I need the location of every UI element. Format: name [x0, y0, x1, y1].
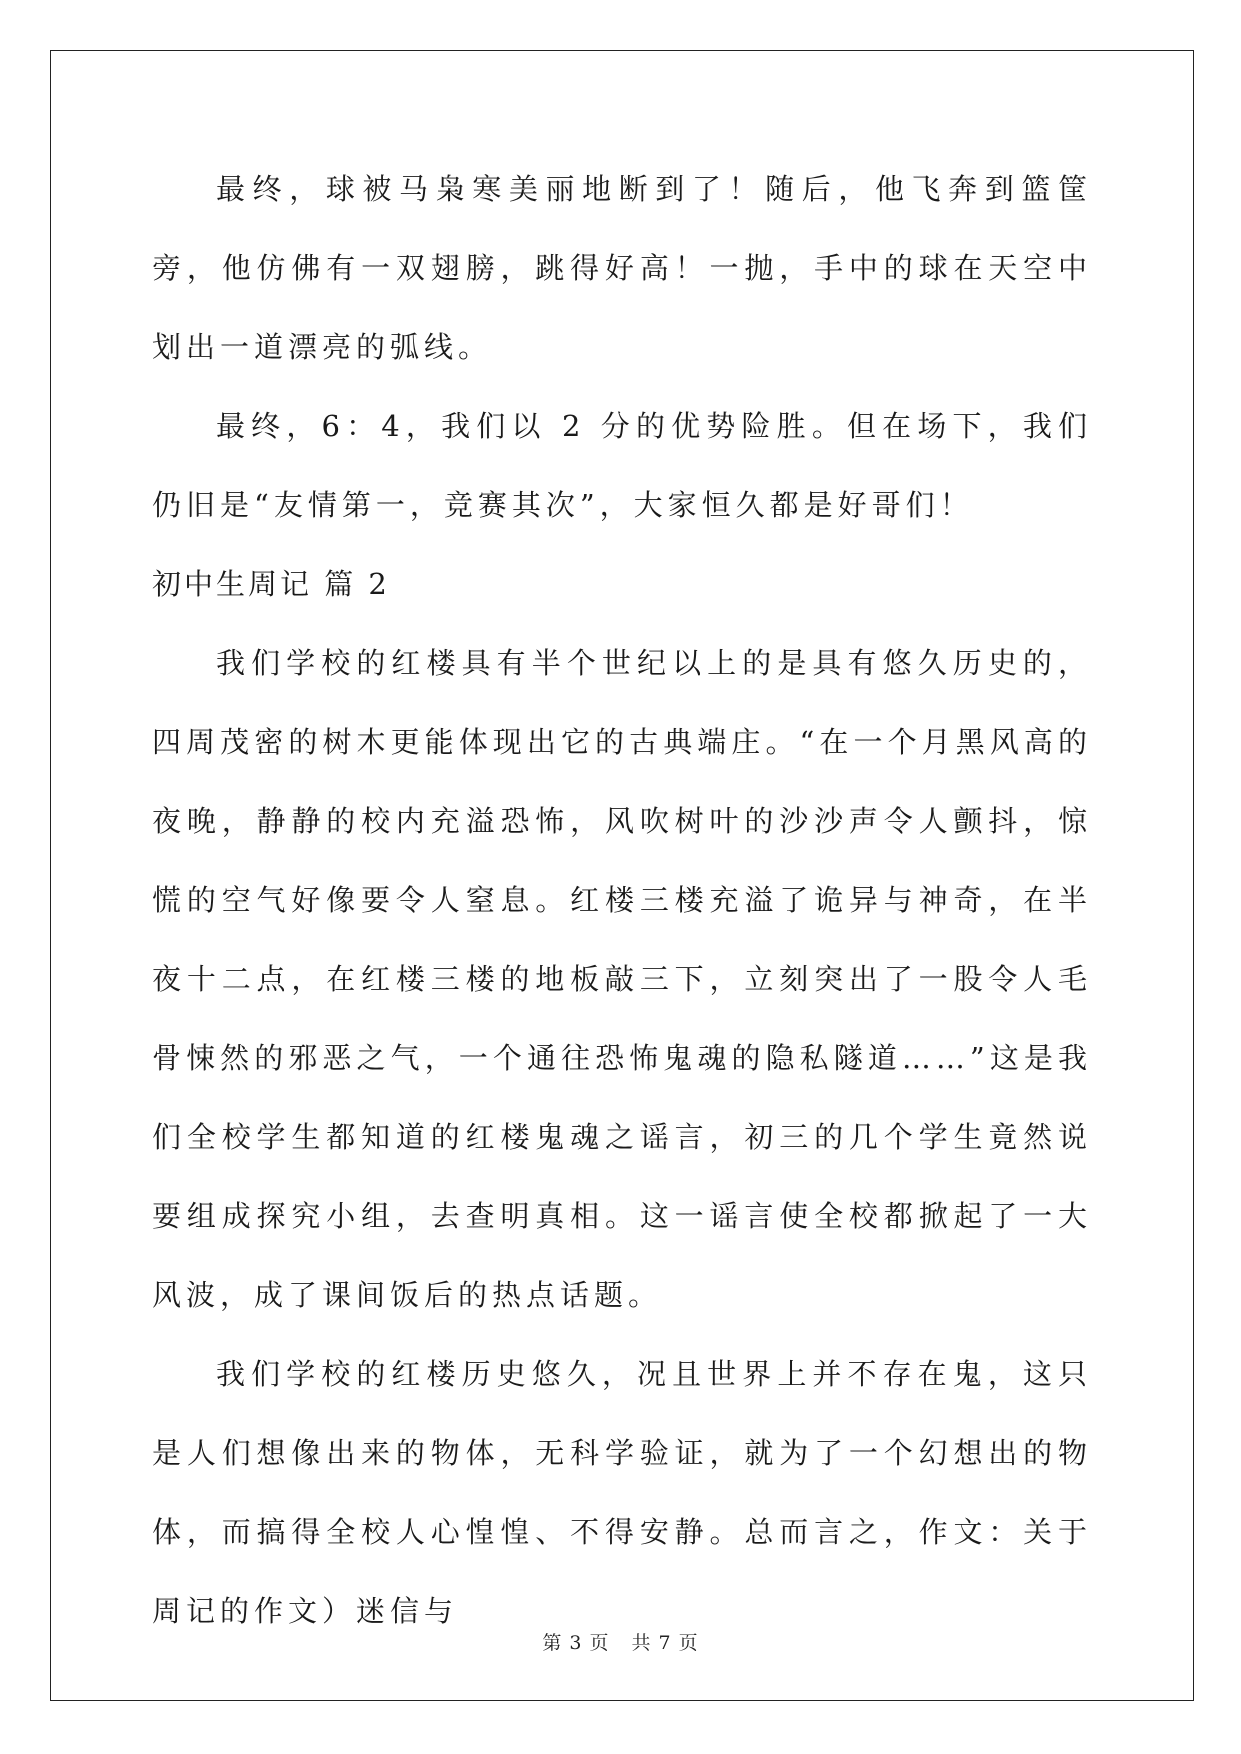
page-footer — [0, 1628, 1241, 1655]
paragraph-4: 我们学校的红楼历史悠久，况且世界上并不存在鬼，这只是人们想像出来的物体，无科学验证，就为了一个幻想出的物体，而搞得全校人心惶惶、不得安静。总而言之，作文：关于周记的作文）迷信与 — [152, 1357, 1092, 1628]
document-body — [152, 150, 1092, 1651]
page-number: 第 3 页 — [542, 1632, 610, 1654]
paragraph-2: 最终，6：4，我们以 2 分的优势险胜。但在场下，我们仍旧是“友情第一，竞赛其次”，大家恒久都是好哥们！ — [152, 409, 1092, 522]
paragraph-3: 我们学校的红楼具有半个世纪以上的是具有悠久历史的，四周茂密的树木更能体现出它的古典端庄。“在一个月黑风高的夜晚，静静的校内充溢恐怖，风吹树叶的沙沙声令人颤抖，惊慌的空气好像要令人窒息。红楼三楼充溢了诡异与神奇，在半夜十二点，在红楼三楼的地板敲三下，立刻突出了一股令人毛骨悚然的邪恶之气，一个通往恐怖鬼魂的隐私隧道……”这是我们全校学生都知道的红楼鬼魂之谣言，初三的几个学生竟然说要组成探究小组，去查明真相。这一谣言使全校都掀起了一大风波，成了课间饭后的热点话题。 — [152, 646, 1092, 1312]
section-heading: 初中生周记 篇 2 — [152, 567, 390, 601]
page-total: 共 7 页 — [631, 1632, 699, 1654]
paragraph-1: 最终，球被马枭寒美丽地断到了！随后，他飞奔到篮筐旁，他仿佛有一双翅膀，跳得好高！一抛，手中的球在天空中划出一道漂亮的弧线。 — [152, 172, 1092, 364]
